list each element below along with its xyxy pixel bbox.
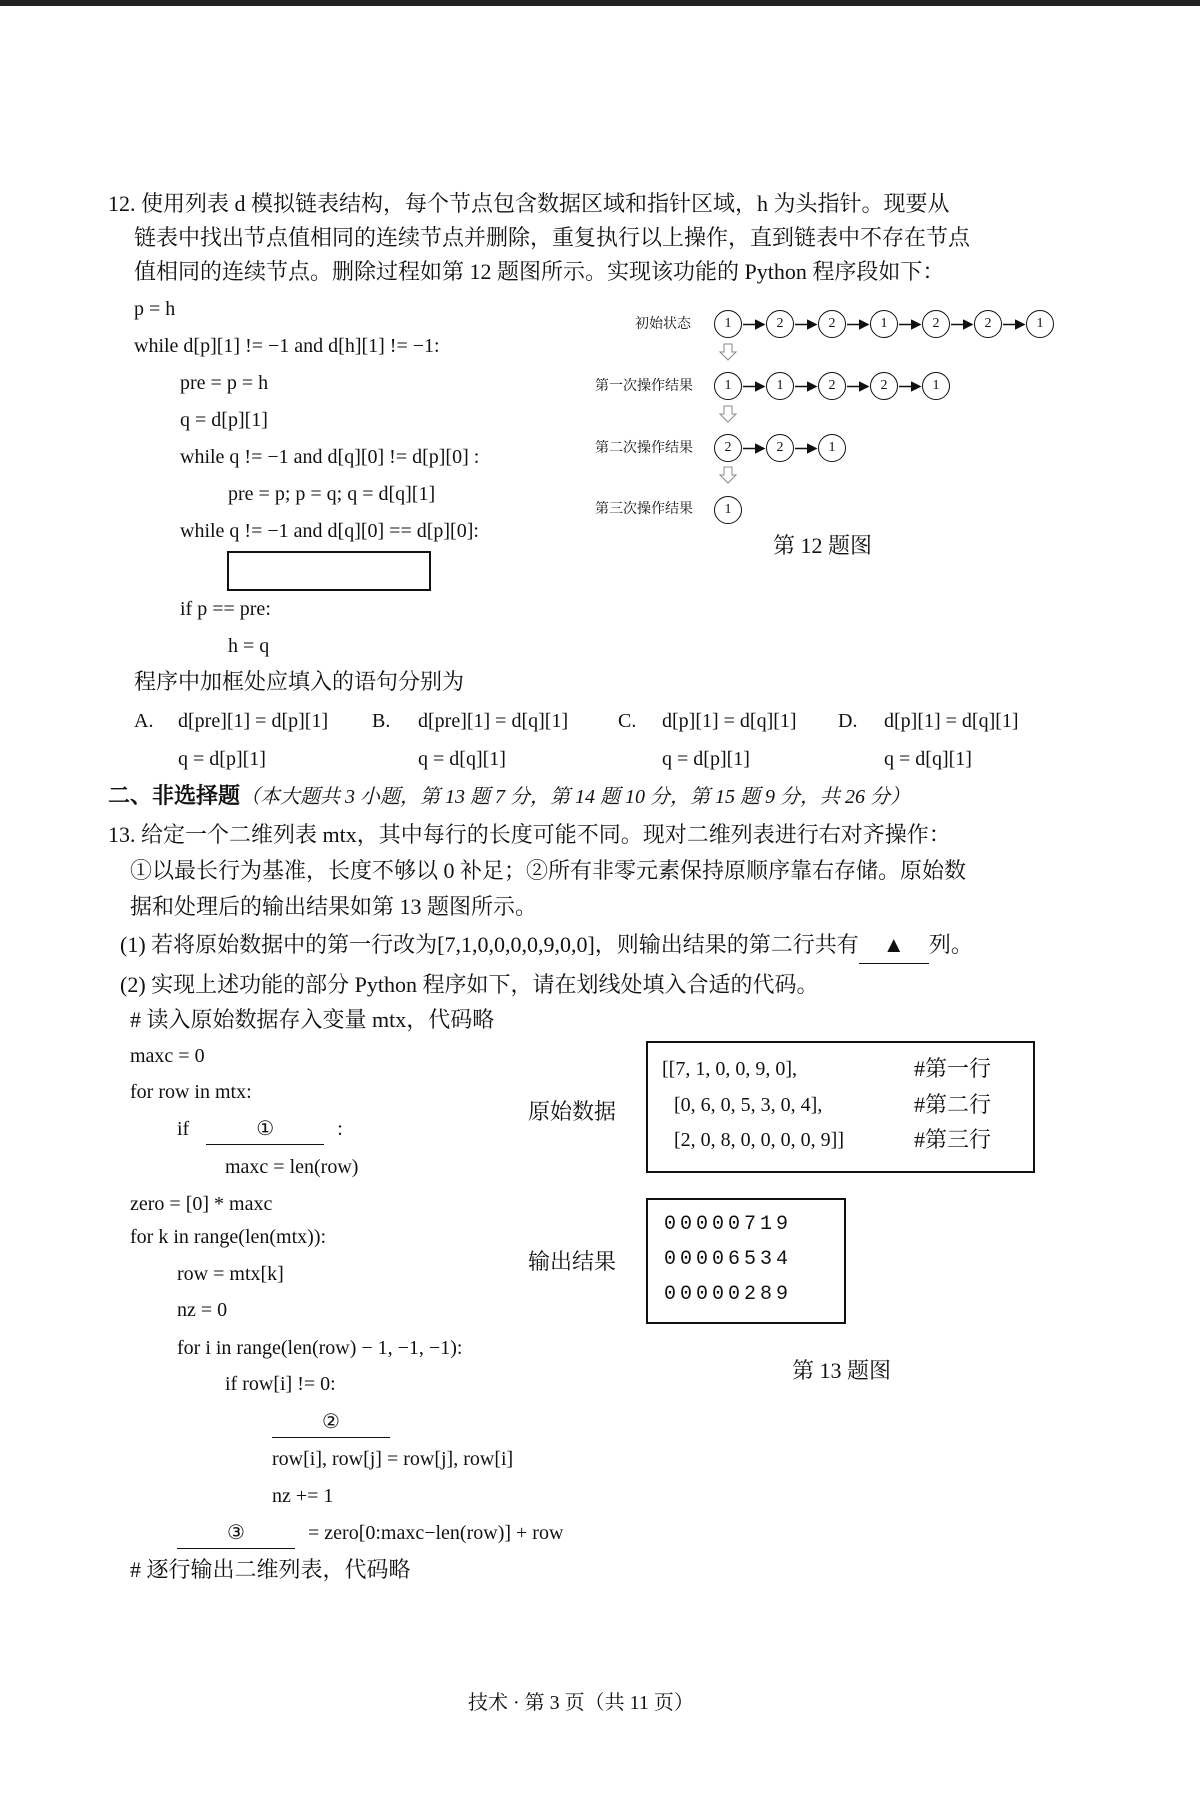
q13-code-line: maxc = len(row) [225,1156,359,1178]
down-arrow-icon [720,344,736,360]
orig-comment: #第二行 [914,1092,992,1117]
q13-code-comment: # 读入原始数据存入变量 mtx，代码略 [130,1007,495,1032]
list-node: 2 [818,372,846,400]
q13-code-line: nz = 0 [177,1299,228,1321]
q13-sub1-post: 列。 [928,932,973,957]
q13-sub1-text: (1) 若将原始数据中的第一行改为[7,1,0,0,0,0,9,0,0]，则输出结果的第二行共有 [120,932,859,957]
list-node: 1 [818,434,846,462]
q13-code-line: if row[i] != 0: [225,1373,336,1395]
option-d-line2: q = d[q][1] [884,748,972,770]
list-node: 1 [714,310,742,338]
q12-line1: 12. 使用列表 d 模拟链表结构，每个节点包含数据区域和指针区域，h 为头指针。现要从 [108,191,950,216]
fig12-caption: 第 12 题图 [773,533,873,558]
q12-line2: 链表中找出节点值相同的连续节点并删除，重复执行以上操作，直到链表中不存在节点 [134,225,971,250]
option-c-line2: q = d[p][1] [662,748,750,770]
q13-code-line [177,1518,563,1549]
list-node: 1 [922,372,950,400]
fig12-row-label: 第二次操作结果 [595,441,693,456]
q13-code-if: if [177,1118,190,1140]
q12-code-line: while d[p][1] != −1 and d[h][1] != −1: [134,335,440,357]
q13-code-line: zero = [0] * maxc [130,1193,273,1215]
orig-comment: #第三行 [914,1127,992,1152]
option-d-line1: d[p][1] = d[q][1] [884,710,1019,732]
option-c-label: C. [618,710,637,732]
q13-code-assign: = zero[0:maxc−len(row)] + row [308,1522,564,1544]
down-arrow-icon [720,467,736,483]
q13-code-line [272,1407,390,1438]
q13-sub2: (2) 实现上述功能的部分 Python 程序如下，请在划线处填入合适的代码。 [120,972,819,997]
q13-code-line [177,1114,343,1145]
q13-sub1 [120,927,973,964]
option-d-label: D. [838,710,858,732]
q13-code-line: maxc = 0 [130,1045,205,1067]
orig-row: [[7, 1, 0, 0, 9, 0], [662,1058,797,1080]
q13-line2: ①以最长行为基准，长度不够以 0 补足；②所有非零元素保持原顺序靠右存储。原始数 [130,858,967,883]
fig13-orig-label: 原始数据 [528,1099,617,1124]
out-row: 00006534 [664,1248,793,1271]
option-b-line2: q = d[q][1] [418,748,506,770]
q13-code-colon: : [337,1118,343,1140]
list-node: 2 [766,434,794,462]
q13-line1: 13. 给定一个二维列表 mtx，其中每行的长度可能不同。现对二维列表进行右对齐操作： [108,822,951,847]
q13-code-line: row = mtx[k] [177,1263,284,1285]
section-note: （本大题共 3 小题，第 13 题 7 分，第 14 题 10 分，第 15 题 9 分，共 26 分） [240,786,911,808]
q12-line3: 值相同的连续节点。删除过程如第 12 题图所示。实现该功能的 Python 程序段如下： [134,259,945,284]
option-b-label: B. [372,710,391,732]
option-a-line1: d[pre][1] = d[p][1] [178,710,329,732]
q13-line3: 据和处理后的输出结果如第 13 题图所示。 [130,894,538,919]
orig-row: [2, 0, 8, 0, 0, 0, 0, 9]] [674,1129,844,1151]
q12-code-line: if p == pre: [180,598,271,620]
orig-row: [0, 6, 0, 5, 3, 0, 4], [674,1094,823,1116]
blank-1[interactable]: ① [206,1114,324,1145]
list-node: 2 [922,310,950,338]
fig12-row-label: 第三次操作结果 [595,502,693,517]
fig12-row-label: 初始状态 [635,317,691,332]
orig-comment: #第一行 [914,1056,992,1081]
list-node: 1 [714,496,742,524]
list-node: 1 [1026,310,1054,338]
list-node: 2 [818,310,846,338]
out-row: 00000719 [664,1213,793,1236]
q12-code-line: while q != −1 and d[q][0] == d[p][0]: [180,520,479,542]
out-row: 00000289 [664,1283,793,1306]
down-arrow-icon [720,406,736,422]
q13-sub1-blank[interactable]: ▲ [859,927,929,964]
q12-code-line: pre = p = h [180,372,269,394]
q13-code-line: for i in range(len(row) − 1, −1, −1): [177,1337,463,1359]
fig13-out-box [646,1198,846,1324]
list-node: 1 [870,310,898,338]
q12-code-line: q = d[p][1] [180,409,268,431]
blank-2[interactable]: ② [272,1407,390,1438]
list-node: 2 [870,372,898,400]
q13-code-comment: # 逐行输出二维列表，代码略 [130,1557,411,1582]
q13-code-line: for row in mtx: [130,1081,252,1103]
q13-code-line: for k in range(len(mtx)): [130,1226,327,1248]
q12-code-line: h = q [228,635,270,657]
option-a-label: A. [134,710,154,732]
q12-code-line: pre = p; p = q; q = d[q][1] [228,483,436,505]
list-node: 2 [714,434,742,462]
q13-code-line: nz += 1 [272,1485,334,1507]
list-node: 2 [766,310,794,338]
blank-3[interactable]: ③ [177,1518,295,1549]
list-node: 2 [974,310,1002,338]
q13-code-line: row[i], row[j] = row[j], row[i] [272,1448,514,1470]
section-header [108,778,910,815]
section-title: 二、非选择题 [108,784,241,809]
fig13-orig-box [646,1041,1035,1173]
answer-box[interactable] [227,551,431,591]
page-footer: 技术 · 第 3 页（共 11 页） [468,1692,694,1714]
fig13-out-label: 输出结果 [528,1249,617,1274]
q12-code-line: p = h [134,298,176,320]
option-c-line1: d[p][1] = d[q][1] [662,710,797,732]
option-a-line2: q = d[p][1] [178,748,266,770]
list-node: 1 [766,372,794,400]
q12-code-line: while q != −1 and d[q][0] != d[p][0] : [180,446,480,468]
fig13-caption: 第 13 题图 [792,1358,892,1383]
option-b-line1: d[pre][1] = d[q][1] [418,710,569,732]
list-node: 1 [714,372,742,400]
q12-prompt: 程序中加框处应填入的语句分别为 [134,669,465,694]
fig12-row-label: 第一次操作结果 [595,379,693,394]
